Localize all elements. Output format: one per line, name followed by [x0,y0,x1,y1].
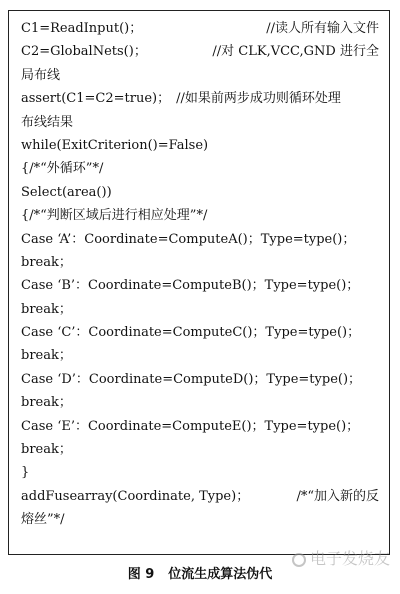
code-line [21,438,379,461]
code-comment: /*“加入新的反 [296,488,379,504]
code-line [21,17,379,40]
code-text: while(ExitCriterion()=False) [21,137,209,153]
code-line [21,181,379,204]
code-line [21,274,379,297]
code-line [21,368,379,391]
code-text: Case ‘B’：Coordinate=ComputeB()；Type=type()； [21,278,360,294]
code-line [21,111,379,134]
code-text: {/*“外循环”*/ [21,161,104,177]
code-text: C1=ReadInput()； [21,21,143,36]
code-text: 熔丝”*/ [21,512,65,528]
code-line [21,391,379,414]
code-line [21,485,379,508]
code-text: {/*“判断区域后进行相应处理”*/ [21,208,208,224]
code-line [21,251,379,274]
code-text: addFusearray(Coordinate, Type)； [21,488,250,504]
code-line [21,344,379,367]
pseudocode-box [8,10,390,555]
code-line [21,64,379,87]
code-line [21,40,379,63]
figure-caption [0,563,400,582]
code-text: Case ‘A’：Coordinate=ComputeA()；Type=type()； [21,231,356,247]
code-line [21,508,379,531]
code-line [21,228,379,251]
code-line [21,134,379,157]
code-line [21,157,379,180]
code-comment: //读人所有输入文件 [266,21,379,36]
code-text: break； [21,254,72,270]
code-comment: //如果前两步成功则循环处理 [176,91,341,107]
code-text: C2=GlobalNets()； [21,44,147,60]
code-line [21,321,379,344]
figure-number: 图 9 [127,567,155,582]
code-line [21,415,379,438]
code-line [21,87,379,110]
code-comment: //对 CLK,VCC,GND 进行全 [212,44,379,60]
code-text: assert(C1=C2=true)； [21,91,171,107]
code-text: break； [21,301,72,317]
code-text: } [21,465,30,481]
code-text: break； [21,348,72,364]
code-text: 局布线 [21,67,61,83]
code-line [21,204,379,227]
code-line [21,298,379,321]
code-line [21,461,379,484]
code-text: Case ‘C’：Coordinate=ComputeC()；Type=type()； [21,325,361,341]
watermark-text: 电子发烧友 [309,549,390,568]
code-text: break； [21,395,72,411]
code-text: 布线结果 [21,114,74,130]
code-text: Select(area()) [21,184,112,200]
code-text: Case ‘D’：Coordinate=ComputeD()；Type=type()； [21,371,362,387]
code-text: Case ‘E’：Coordinate=ComputeE()；Type=type()； [21,418,360,434]
code-text: break； [21,442,72,458]
figure-title: 位流生成算法伪代 [168,567,273,582]
